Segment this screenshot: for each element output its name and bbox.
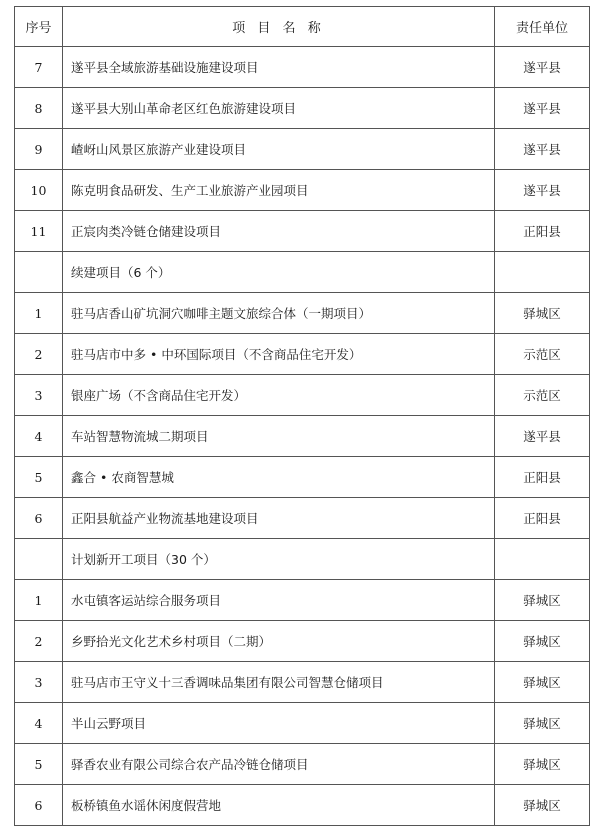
row-number-cell: 9	[15, 129, 63, 170]
project-name-cell: 遂平县全域旅游基础设施建设项目	[63, 47, 495, 88]
row-number-cell: 7	[15, 47, 63, 88]
responsible-unit-cell: 正阳县	[495, 498, 590, 539]
project-name-cell: 车站智慧物流城二期项目	[63, 416, 495, 457]
table-row	[15, 580, 590, 621]
row-number-cell: 3	[15, 662, 63, 703]
row-number-cell: 10	[15, 170, 63, 211]
project-name-cell: 正宸肉类冷链仓储建设项目	[63, 211, 495, 252]
project-name-cell: 鑫合 • 农商智慧城	[63, 457, 495, 498]
project-table	[14, 6, 590, 826]
responsible-unit-cell: 示范区	[495, 334, 590, 375]
project-name-cell: 正阳县航益产业物流基地建设项目	[63, 498, 495, 539]
responsible-unit-cell: 遂平县	[495, 129, 590, 170]
project-name-cell: 乡野拾光文化艺术乡村项目（二期）	[63, 621, 495, 662]
table-row	[15, 703, 590, 744]
table-body	[15, 47, 590, 826]
responsible-unit-cell: 遂平县	[495, 47, 590, 88]
responsible-unit-cell: 驿城区	[495, 662, 590, 703]
responsible-unit-cell: 遂平县	[495, 416, 590, 457]
row-number-cell: 2	[15, 621, 63, 662]
table-row	[15, 375, 590, 416]
responsible-unit-cell: 驿城区	[495, 580, 590, 621]
project-name-cell: 半山云野项目	[63, 703, 495, 744]
row-number-cell: 6	[15, 785, 63, 826]
responsible-unit-cell	[495, 252, 590, 293]
table-row	[15, 47, 590, 88]
row-number-cell: 1	[15, 580, 63, 621]
responsible-unit-cell: 示范区	[495, 375, 590, 416]
table-row	[15, 334, 590, 375]
section-header-row	[15, 252, 590, 293]
responsible-unit-cell: 正阳县	[495, 457, 590, 498]
row-number-cell: 5	[15, 457, 63, 498]
project-name-cell: 水屯镇客运站综合服务项目	[63, 580, 495, 621]
row-number-cell: 6	[15, 498, 63, 539]
project-name-cell: 嵖岈山风景区旅游产业建设项目	[63, 129, 495, 170]
row-number-cell: 2	[15, 334, 63, 375]
project-name-cell: 驻马店市中多 • 中环国际项目（不含商品住宅开发）	[63, 334, 495, 375]
table-row	[15, 744, 590, 785]
project-name-cell: 计划新开工项目（30 个）	[63, 539, 495, 580]
row-number-cell: 8	[15, 88, 63, 129]
responsible-unit-cell: 驿城区	[495, 703, 590, 744]
column-header-name: 项 目 名 称	[63, 7, 495, 47]
project-name-cell: 陈克明食品研发、生产工业旅游产业园项目	[63, 170, 495, 211]
table-row	[15, 170, 590, 211]
project-name-cell: 驻马店市王守义十三香调味品集团有限公司智慧仓储项目	[63, 662, 495, 703]
row-number-cell: 4	[15, 416, 63, 457]
responsible-unit-cell: 遂平县	[495, 88, 590, 129]
column-header-no: 序号	[15, 7, 63, 47]
responsible-unit-cell: 遂平县	[495, 170, 590, 211]
table-header-row	[15, 7, 590, 47]
project-name-cell: 驻马店香山矿坑洞穴咖啡主题文旅综合体（一期项目）	[63, 293, 495, 334]
row-number-cell: 4	[15, 703, 63, 744]
table-row	[15, 457, 590, 498]
row-number-cell	[15, 252, 63, 293]
table-row	[15, 293, 590, 334]
table-row	[15, 662, 590, 703]
project-name-cell: 银座广场（不含商品住宅开发）	[63, 375, 495, 416]
row-number-cell: 11	[15, 211, 63, 252]
table-row	[15, 211, 590, 252]
table-row	[15, 621, 590, 662]
row-number-cell: 1	[15, 293, 63, 334]
row-number-cell	[15, 539, 63, 580]
responsible-unit-cell	[495, 539, 590, 580]
table-row	[15, 498, 590, 539]
project-name-cell: 续建项目（6 个）	[63, 252, 495, 293]
responsible-unit-cell: 正阳县	[495, 211, 590, 252]
table-row	[15, 129, 590, 170]
responsible-unit-cell: 驿城区	[495, 621, 590, 662]
project-name-cell: 遂平县大别山革命老区红色旅游建设项目	[63, 88, 495, 129]
responsible-unit-cell: 驿城区	[495, 744, 590, 785]
project-name-cell: 板桥镇鱼水谣休闲度假营地	[63, 785, 495, 826]
column-header-unit: 责任单位	[495, 7, 590, 47]
project-name-cell: 驿香农业有限公司综合农产品冷链仓储项目	[63, 744, 495, 785]
table-row	[15, 785, 590, 826]
table-row	[15, 416, 590, 457]
responsible-unit-cell: 驿城区	[495, 785, 590, 826]
row-number-cell: 5	[15, 744, 63, 785]
section-header-row	[15, 539, 590, 580]
responsible-unit-cell: 驿城区	[495, 293, 590, 334]
table-row	[15, 88, 590, 129]
row-number-cell: 3	[15, 375, 63, 416]
